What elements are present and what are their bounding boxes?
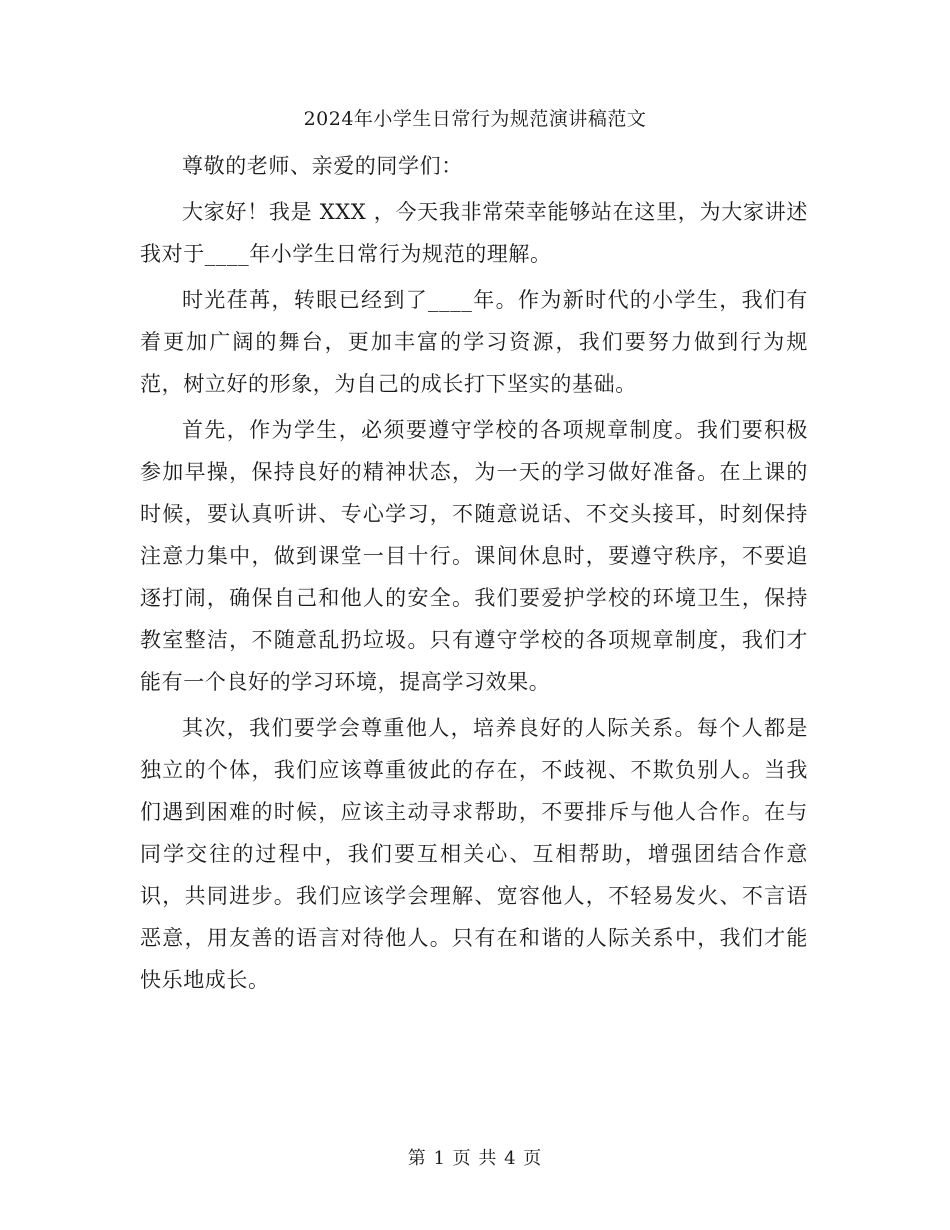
document-title: 2024年小学生日常行为规范演讲稿范文 xyxy=(303,108,647,130)
paragraph-greeting: 大家好！我是 XXX ，今天我非常荣幸能够站在这里，为大家讲述我对于____年小学生日常行为规范的理解。 xyxy=(140,200,808,266)
paragraph-salutation: 尊敬的老师、亲爱的同学们： xyxy=(182,154,463,178)
paragraph-school-rules: 首先，作为学生，必须要遵守学校的各项规章制度。我们要积极参加早操，保持良好的精神状态，为一天的学习做好准备。在上课的时候，要认真听讲、专心学习，不随意说话、不交头接耳，时刻保持注意力集中，做到课堂一目十行。课间休息时，要遵守秩序，不要追逐打闹，确保自己和他人的安全。我们要爱护学校的环境卫生，保持教室整洁，不随意乱扔垃圾。只有遵守学校的各项规章制度，我们才能有一个良好的学习环境，提高学习效果。 xyxy=(140,418,808,694)
paragraph-intro: 时光荏苒，转眼已经到了____年。作为新时代的小学生，我们有着更加广阔的舞台，更加丰富的学习资源，我们要努力做到行为规范，树立好的形象，为自己的成长打下坚实的基础。 xyxy=(140,288,808,396)
page-number-footer: 第 1 页 共 4 页 xyxy=(407,1148,543,1169)
document-body xyxy=(140,145,808,1005)
paragraph-respect-others: 其次，我们要学会尊重他人，培养良好的人际关系。每个人都是独立的个体，我们应该尊重彼此的存在，不歧视、不欺负别人。当我们遇到困难的时候，应该主动寻求帮助，不要排斥与他人合作。在与同学交往的过程中，我们要互相关心、互相帮助，增强团结合作意识，共同进步。我们应该学会理解、宽容他人，不轻易发火、不言语恶意，用友善的语言对待他人。只有在和谐的人际关系中，我们才能快乐地成长。 xyxy=(140,716,808,992)
